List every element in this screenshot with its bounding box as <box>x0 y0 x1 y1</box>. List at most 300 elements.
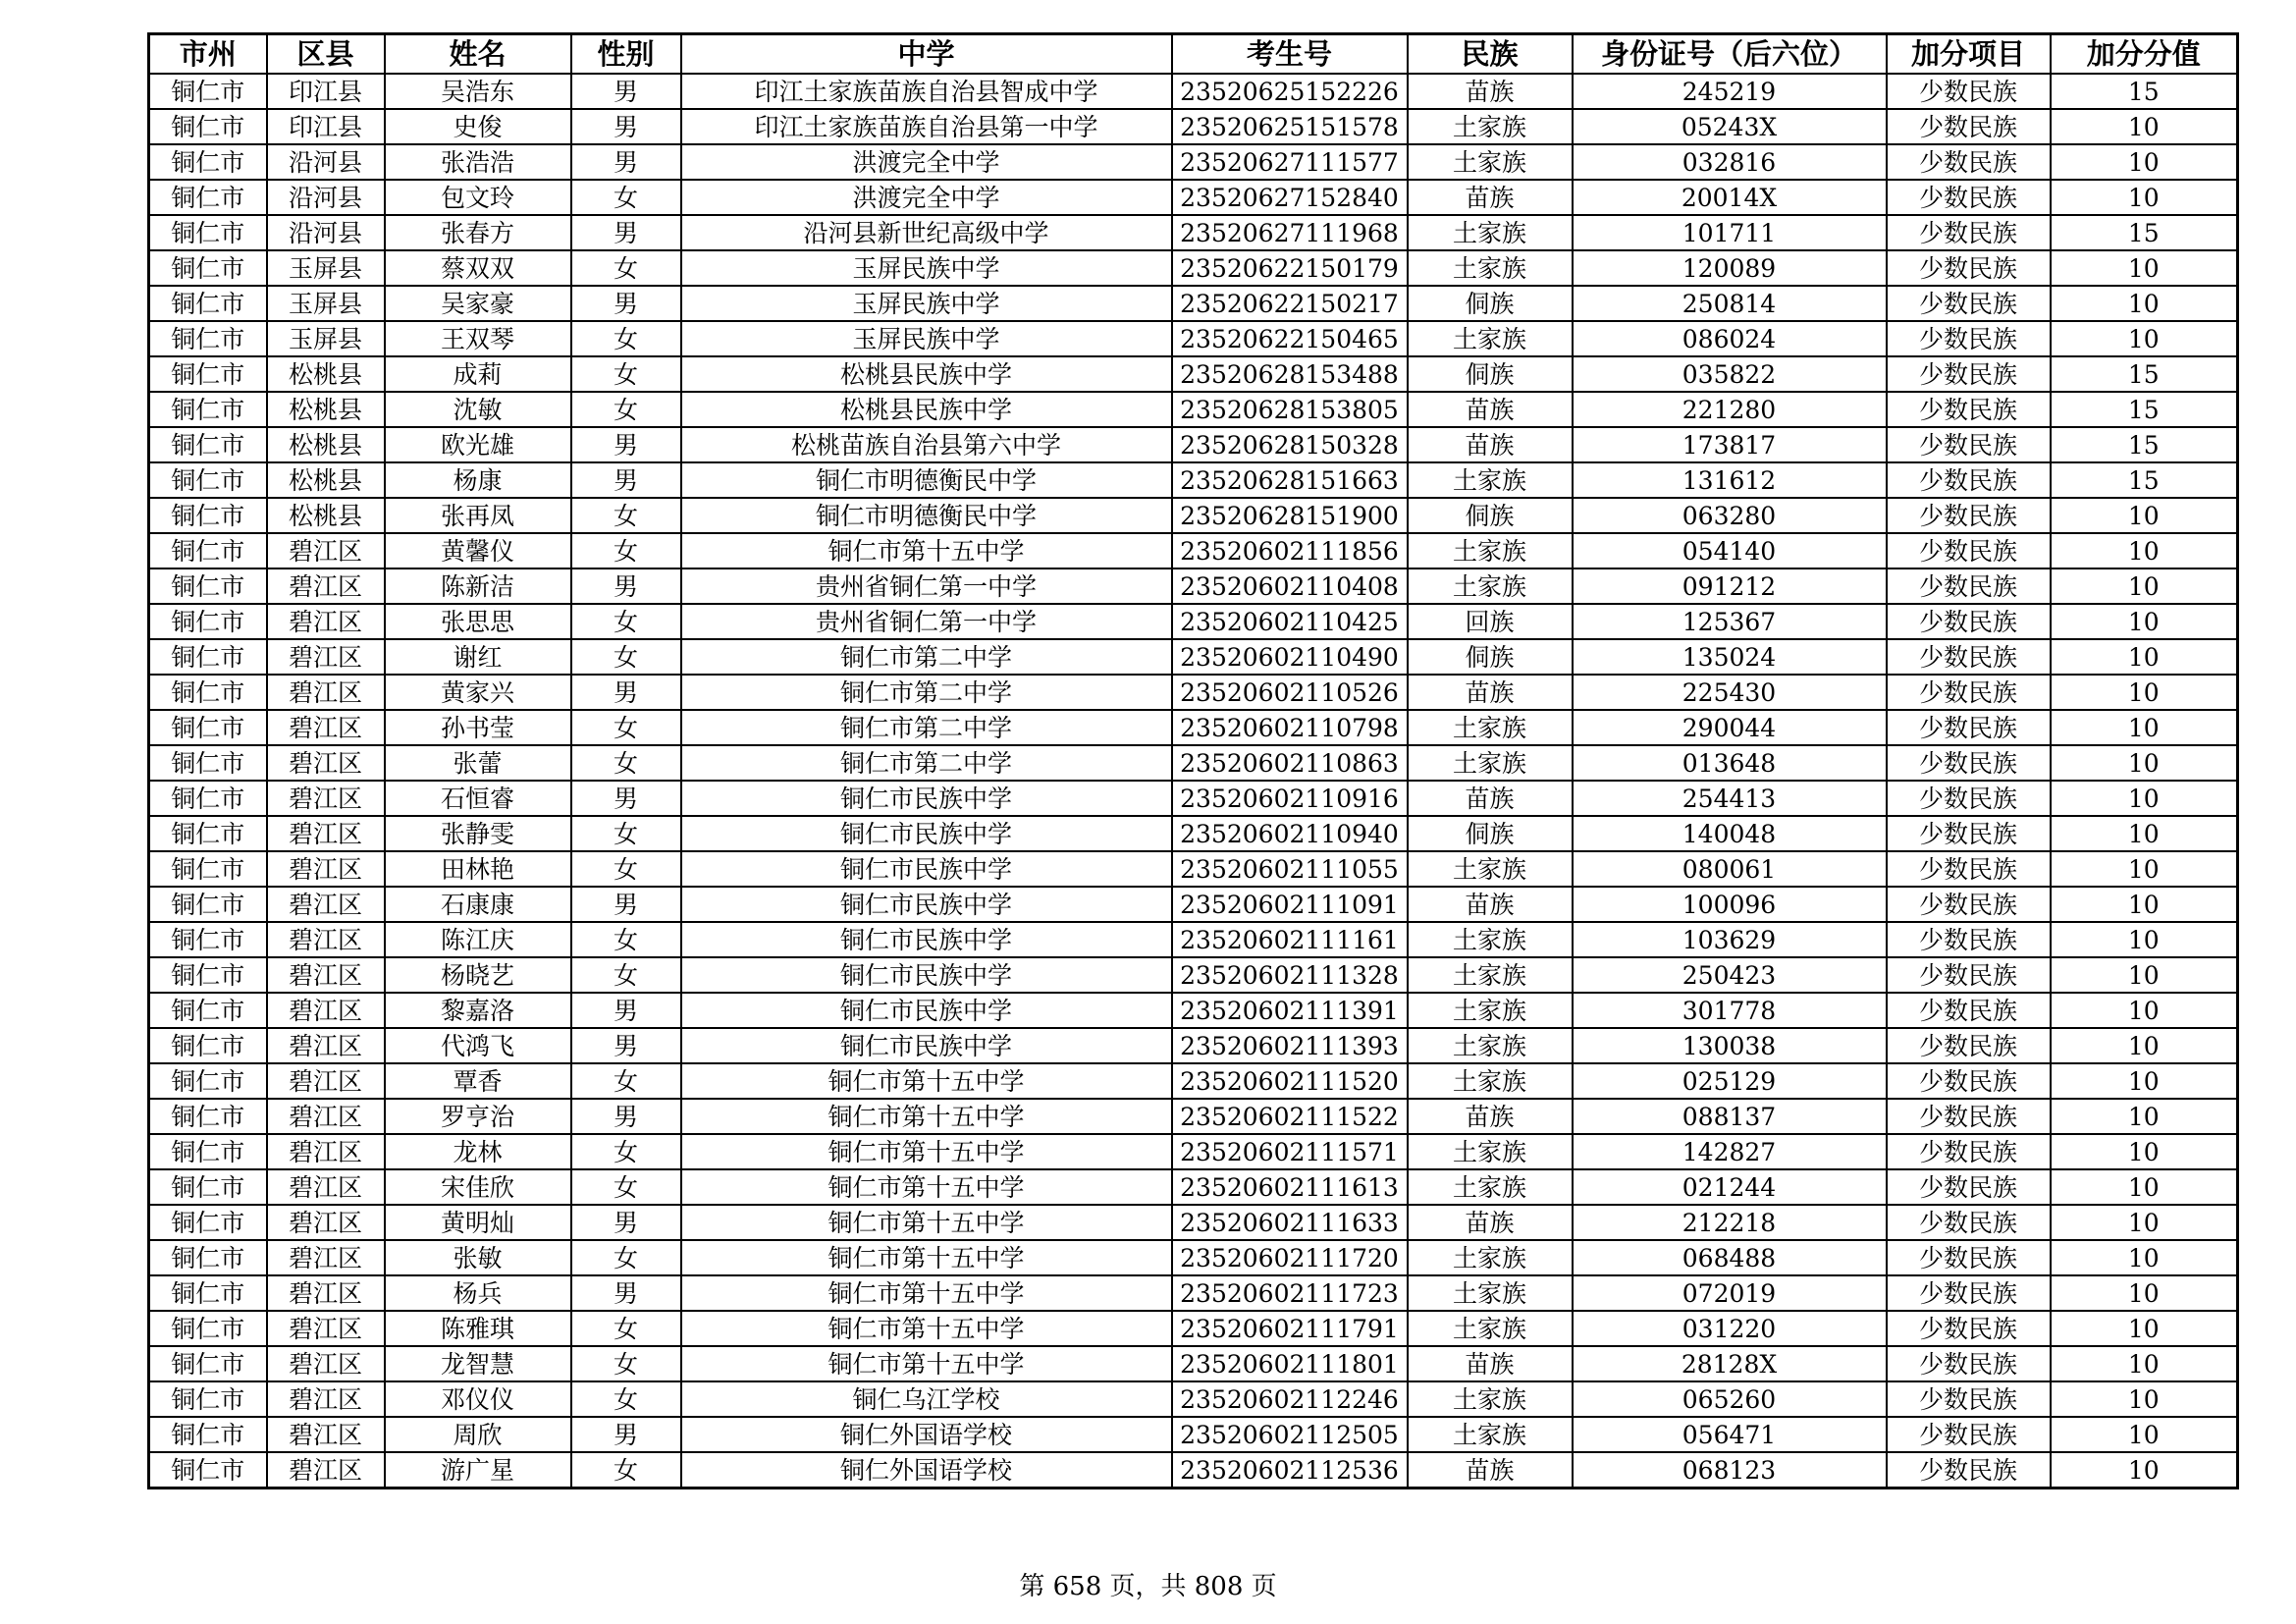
table-body <box>149 74 2238 1489</box>
cell-exam-number: 23520602111091 <box>1172 887 1408 922</box>
cell-bonus-item: 少数民族 <box>1887 1063 2051 1099</box>
cell-name: 张浩浩 <box>385 144 571 180</box>
cell-bonus-item: 少数民族 <box>1887 781 2051 816</box>
cell-bonus-item: 少数民族 <box>1887 957 2051 993</box>
cell-county: 碧江区 <box>267 568 385 604</box>
cell-city: 铜仁市 <box>149 922 267 957</box>
cell-county: 碧江区 <box>267 1205 385 1240</box>
cell-bonus-points: 10 <box>2051 957 2238 993</box>
header-id-last-six: 身份证号（后六位） <box>1573 34 1887 75</box>
cell-name: 成莉 <box>385 356 571 392</box>
cell-city: 铜仁市 <box>149 109 267 144</box>
cell-city: 铜仁市 <box>149 1452 267 1489</box>
cell-bonus-points: 10 <box>2051 639 2238 675</box>
table-row <box>149 604 2238 639</box>
cell-school: 铜仁外国语学校 <box>681 1452 1172 1489</box>
cell-id-last-six: 173817 <box>1573 427 1887 462</box>
cell-gender: 男 <box>571 109 681 144</box>
cell-school: 铜仁外国语学校 <box>681 1417 1172 1452</box>
cell-gender: 女 <box>571 356 681 392</box>
cell-bonus-points: 10 <box>2051 1240 2238 1275</box>
cell-bonus-item: 少数民族 <box>1887 1028 2051 1063</box>
cell-bonus-points: 10 <box>2051 745 2238 781</box>
cell-id-last-six: 068488 <box>1573 1240 1887 1275</box>
cell-bonus-points: 15 <box>2051 356 2238 392</box>
cell-bonus-item: 少数民族 <box>1887 356 2051 392</box>
cell-county: 碧江区 <box>267 710 385 745</box>
cell-city: 铜仁市 <box>149 816 267 851</box>
cell-exam-number: 23520602111633 <box>1172 1205 1408 1240</box>
table-row <box>149 180 2238 215</box>
cell-exam-number: 23520602111391 <box>1172 993 1408 1028</box>
cell-county: 碧江区 <box>267 745 385 781</box>
table-row <box>149 1134 2238 1169</box>
cell-bonus-points: 10 <box>2051 321 2238 356</box>
cell-id-last-six: 250814 <box>1573 286 1887 321</box>
cell-school: 松桃县民族中学 <box>681 356 1172 392</box>
cell-bonus-item: 少数民族 <box>1887 1134 2051 1169</box>
cell-city: 铜仁市 <box>149 1275 267 1311</box>
cell-school: 印江土家族苗族自治县智成中学 <box>681 74 1172 109</box>
cell-ethnicity: 土家族 <box>1408 922 1573 957</box>
table-row <box>149 427 2238 462</box>
cell-bonus-points: 10 <box>2051 1311 2238 1346</box>
cell-gender: 女 <box>571 922 681 957</box>
cell-gender: 男 <box>571 144 681 180</box>
cell-city: 铜仁市 <box>149 710 267 745</box>
cell-name: 游广星 <box>385 1452 571 1489</box>
cell-bonus-item: 少数民族 <box>1887 250 2051 286</box>
cell-ethnicity: 土家族 <box>1408 215 1573 250</box>
cell-bonus-points: 10 <box>2051 1063 2238 1099</box>
cell-gender: 女 <box>571 1240 681 1275</box>
cell-county: 碧江区 <box>267 781 385 816</box>
cell-city: 铜仁市 <box>149 1205 267 1240</box>
cell-exam-number: 23520602111723 <box>1172 1275 1408 1311</box>
cell-county: 玉屏县 <box>267 286 385 321</box>
cell-id-last-six: 135024 <box>1573 639 1887 675</box>
cell-county: 碧江区 <box>267 957 385 993</box>
cell-gender: 女 <box>571 710 681 745</box>
cell-gender: 男 <box>571 1099 681 1134</box>
cell-ethnicity: 苗族 <box>1408 1346 1573 1381</box>
cell-exam-number: 23520602112536 <box>1172 1452 1408 1489</box>
cell-id-last-six: 140048 <box>1573 816 1887 851</box>
cell-id-last-six: 290044 <box>1573 710 1887 745</box>
cell-name: 谢红 <box>385 639 571 675</box>
cell-ethnicity: 土家族 <box>1408 851 1573 887</box>
cell-bonus-points: 10 <box>2051 250 2238 286</box>
cell-gender: 男 <box>571 675 681 710</box>
cell-name: 包文玲 <box>385 180 571 215</box>
cell-county: 碧江区 <box>267 922 385 957</box>
cell-city: 铜仁市 <box>149 675 267 710</box>
header-name: 姓名 <box>385 34 571 75</box>
cell-bonus-item: 少数民族 <box>1887 1417 2051 1452</box>
cell-id-last-six: 032816 <box>1573 144 1887 180</box>
cell-exam-number: 23520622150217 <box>1172 286 1408 321</box>
cell-bonus-item: 少数民族 <box>1887 533 2051 568</box>
cell-bonus-item: 少数民族 <box>1887 215 2051 250</box>
cell-bonus-item: 少数民族 <box>1887 1205 2051 1240</box>
candidate-table <box>147 32 2239 1489</box>
cell-city: 铜仁市 <box>149 1099 267 1134</box>
cell-gender: 男 <box>571 1275 681 1311</box>
cell-exam-number: 23520602111613 <box>1172 1169 1408 1205</box>
cell-gender: 女 <box>571 1169 681 1205</box>
cell-bonus-points: 10 <box>2051 1381 2238 1417</box>
cell-gender: 女 <box>571 816 681 851</box>
cell-id-last-six: 20014X <box>1573 180 1887 215</box>
cell-bonus-item: 少数民族 <box>1887 993 2051 1028</box>
page-number: 第 658 页，共 808 页 <box>1019 1572 1277 1601</box>
cell-name: 黄明灿 <box>385 1205 571 1240</box>
cell-name: 张敏 <box>385 1240 571 1275</box>
cell-school: 铜仁市民族中学 <box>681 957 1172 993</box>
cell-gender: 女 <box>571 1134 681 1169</box>
table-row <box>149 1169 2238 1205</box>
cell-county: 碧江区 <box>267 675 385 710</box>
header-city: 市州 <box>149 34 267 75</box>
table-row <box>149 286 2238 321</box>
cell-county: 碧江区 <box>267 1240 385 1275</box>
cell-school: 铜仁市第十五中学 <box>681 1063 1172 1099</box>
cell-exam-number: 23520627111577 <box>1172 144 1408 180</box>
cell-exam-number: 23520628151663 <box>1172 462 1408 498</box>
cell-county: 碧江区 <box>267 1099 385 1134</box>
cell-city: 铜仁市 <box>149 462 267 498</box>
cell-city: 铜仁市 <box>149 180 267 215</box>
cell-bonus-points: 10 <box>2051 498 2238 533</box>
table-row <box>149 1417 2238 1452</box>
cell-bonus-points: 10 <box>2051 710 2238 745</box>
cell-gender: 男 <box>571 1417 681 1452</box>
cell-ethnicity: 土家族 <box>1408 568 1573 604</box>
table-row <box>149 1028 2238 1063</box>
cell-ethnicity: 侗族 <box>1408 498 1573 533</box>
cell-id-last-six: 120089 <box>1573 250 1887 286</box>
cell-exam-number: 23520602112505 <box>1172 1417 1408 1452</box>
cell-county: 碧江区 <box>267 533 385 568</box>
cell-county: 松桃县 <box>267 356 385 392</box>
cell-id-last-six: 054140 <box>1573 533 1887 568</box>
cell-id-last-six: 063280 <box>1573 498 1887 533</box>
cell-county: 印江县 <box>267 109 385 144</box>
cell-county: 碧江区 <box>267 1134 385 1169</box>
cell-school: 铜仁市第十五中学 <box>681 1346 1172 1381</box>
cell-id-last-six: 080061 <box>1573 851 1887 887</box>
cell-bonus-item: 少数民族 <box>1887 710 2051 745</box>
cell-bonus-points: 10 <box>2051 144 2238 180</box>
cell-exam-number: 23520602111393 <box>1172 1028 1408 1063</box>
cell-county: 碧江区 <box>267 1452 385 1489</box>
cell-ethnicity: 土家族 <box>1408 1275 1573 1311</box>
cell-gender: 男 <box>571 427 681 462</box>
cell-name: 张春方 <box>385 215 571 250</box>
cell-school: 铜仁市第二中学 <box>681 710 1172 745</box>
cell-bonus-item: 少数民族 <box>1887 568 2051 604</box>
cell-city: 铜仁市 <box>149 957 267 993</box>
cell-county: 印江县 <box>267 74 385 109</box>
cell-gender: 男 <box>571 887 681 922</box>
cell-bonus-item: 少数民族 <box>1887 745 2051 781</box>
cell-id-last-six: 088137 <box>1573 1099 1887 1134</box>
header-exam-number: 考生号 <box>1172 34 1408 75</box>
cell-ethnicity: 土家族 <box>1408 710 1573 745</box>
table-row <box>149 109 2238 144</box>
cell-county: 碧江区 <box>267 1169 385 1205</box>
table-row <box>149 1452 2238 1489</box>
cell-id-last-six: 301778 <box>1573 993 1887 1028</box>
cell-bonus-item: 少数民族 <box>1887 816 2051 851</box>
cell-exam-number: 23520602110863 <box>1172 745 1408 781</box>
cell-ethnicity: 苗族 <box>1408 1452 1573 1489</box>
cell-gender: 女 <box>571 1063 681 1099</box>
cell-county: 碧江区 <box>267 1417 385 1452</box>
cell-exam-number: 23520602110408 <box>1172 568 1408 604</box>
cell-school: 铜仁市第二中学 <box>681 675 1172 710</box>
cell-school: 洪渡完全中学 <box>681 144 1172 180</box>
table-row <box>149 675 2238 710</box>
cell-ethnicity: 苗族 <box>1408 887 1573 922</box>
cell-city: 铜仁市 <box>149 568 267 604</box>
cell-bonus-points: 10 <box>2051 109 2238 144</box>
cell-name: 蔡双双 <box>385 250 571 286</box>
cell-bonus-item: 少数民族 <box>1887 1452 2051 1489</box>
cell-bonus-points: 15 <box>2051 215 2238 250</box>
cell-id-last-six: 103629 <box>1573 922 1887 957</box>
cell-id-last-six: 225430 <box>1573 675 1887 710</box>
cell-city: 铜仁市 <box>149 286 267 321</box>
cell-city: 铜仁市 <box>149 144 267 180</box>
cell-gender: 女 <box>571 392 681 427</box>
table-row <box>149 356 2238 392</box>
cell-city: 铜仁市 <box>149 1169 267 1205</box>
cell-county: 碧江区 <box>267 887 385 922</box>
cell-bonus-item: 少数民族 <box>1887 922 2051 957</box>
cell-gender: 女 <box>571 851 681 887</box>
table-row <box>149 215 2238 250</box>
cell-gender: 女 <box>571 533 681 568</box>
cell-exam-number: 23520628151900 <box>1172 498 1408 533</box>
cell-name: 周欣 <box>385 1417 571 1452</box>
cell-school: 铜仁市明德衡民中学 <box>681 462 1172 498</box>
cell-city: 铜仁市 <box>149 604 267 639</box>
cell-id-last-six: 056471 <box>1573 1417 1887 1452</box>
cell-gender: 女 <box>571 1311 681 1346</box>
cell-city: 铜仁市 <box>149 639 267 675</box>
cell-id-last-six: 131612 <box>1573 462 1887 498</box>
cell-school: 洪渡完全中学 <box>681 180 1172 215</box>
table-row <box>149 1346 2238 1381</box>
cell-gender: 男 <box>571 462 681 498</box>
cell-city: 铜仁市 <box>149 781 267 816</box>
cell-name: 黄家兴 <box>385 675 571 710</box>
cell-bonus-item: 少数民族 <box>1887 427 2051 462</box>
cell-bonus-points: 10 <box>2051 1028 2238 1063</box>
cell-name: 陈新洁 <box>385 568 571 604</box>
cell-bonus-points: 10 <box>2051 568 2238 604</box>
cell-school: 铜仁市民族中学 <box>681 851 1172 887</box>
cell-bonus-points: 10 <box>2051 1452 2238 1489</box>
cell-id-last-six: 101711 <box>1573 215 1887 250</box>
cell-bonus-item: 少数民族 <box>1887 1240 2051 1275</box>
cell-gender: 男 <box>571 286 681 321</box>
cell-name: 张再凤 <box>385 498 571 533</box>
cell-gender: 女 <box>571 321 681 356</box>
table-row <box>149 1099 2238 1134</box>
table-row <box>149 144 2238 180</box>
table-row <box>149 887 2238 922</box>
cell-id-last-six: 142827 <box>1573 1134 1887 1169</box>
cell-exam-number: 23520625152226 <box>1172 74 1408 109</box>
cell-gender: 男 <box>571 993 681 1028</box>
cell-exam-number: 23520602111791 <box>1172 1311 1408 1346</box>
cell-ethnicity: 苗族 <box>1408 1205 1573 1240</box>
cell-school: 玉屏民族中学 <box>681 250 1172 286</box>
cell-exam-number: 23520602111161 <box>1172 922 1408 957</box>
cell-ethnicity: 土家族 <box>1408 250 1573 286</box>
cell-school: 玉屏民族中学 <box>681 321 1172 356</box>
cell-ethnicity: 土家族 <box>1408 1417 1573 1452</box>
cell-ethnicity: 苗族 <box>1408 74 1573 109</box>
cell-exam-number: 23520602111055 <box>1172 851 1408 887</box>
cell-city: 铜仁市 <box>149 745 267 781</box>
table-row <box>149 922 2238 957</box>
cell-name: 欧光雄 <box>385 427 571 462</box>
cell-id-last-six: 125367 <box>1573 604 1887 639</box>
cell-bonus-points: 10 <box>2051 675 2238 710</box>
cell-gender: 男 <box>571 568 681 604</box>
cell-name: 孙书莹 <box>385 710 571 745</box>
cell-name: 陈江庆 <box>385 922 571 957</box>
cell-school: 铜仁市民族中学 <box>681 816 1172 851</box>
cell-gender: 女 <box>571 745 681 781</box>
cell-bonus-points: 15 <box>2051 427 2238 462</box>
cell-name: 龙智慧 <box>385 1346 571 1381</box>
header-school: 中学 <box>681 34 1172 75</box>
cell-bonus-item: 少数民族 <box>1887 286 2051 321</box>
cell-bonus-points: 10 <box>2051 1099 2238 1134</box>
cell-gender: 男 <box>571 215 681 250</box>
cell-city: 铜仁市 <box>149 356 267 392</box>
cell-exam-number: 23520602110916 <box>1172 781 1408 816</box>
cell-id-last-six: 086024 <box>1573 321 1887 356</box>
cell-exam-number: 23520602111522 <box>1172 1099 1408 1134</box>
cell-bonus-item: 少数民族 <box>1887 321 2051 356</box>
table-row <box>149 1240 2238 1275</box>
cell-ethnicity: 侗族 <box>1408 639 1573 675</box>
cell-bonus-item: 少数民族 <box>1887 675 2051 710</box>
cell-city: 铜仁市 <box>149 498 267 533</box>
cell-school: 玉屏民族中学 <box>681 286 1172 321</box>
table-row <box>149 1381 2238 1417</box>
table-row <box>149 816 2238 851</box>
cell-gender: 男 <box>571 1028 681 1063</box>
cell-county: 沿河县 <box>267 215 385 250</box>
cell-name: 张蕾 <box>385 745 571 781</box>
cell-exam-number: 23520602111856 <box>1172 533 1408 568</box>
cell-id-last-six: 250423 <box>1573 957 1887 993</box>
cell-city: 铜仁市 <box>149 74 267 109</box>
cell-city: 铜仁市 <box>149 1134 267 1169</box>
cell-ethnicity: 土家族 <box>1408 1134 1573 1169</box>
cell-city: 铜仁市 <box>149 250 267 286</box>
cell-county: 碧江区 <box>267 1346 385 1381</box>
cell-bonus-points: 10 <box>2051 887 2238 922</box>
cell-city: 铜仁市 <box>149 993 267 1028</box>
cell-school: 铜仁市明德衡民中学 <box>681 498 1172 533</box>
cell-bonus-points: 10 <box>2051 533 2238 568</box>
cell-name: 黄馨仪 <box>385 533 571 568</box>
cell-school: 贵州省铜仁第一中学 <box>681 604 1172 639</box>
cell-school: 铜仁市民族中学 <box>681 887 1172 922</box>
cell-school: 铜仁市第十五中学 <box>681 1169 1172 1205</box>
table-row <box>149 1275 2238 1311</box>
cell-bonus-points: 10 <box>2051 781 2238 816</box>
cell-city: 铜仁市 <box>149 1311 267 1346</box>
cell-city: 铜仁市 <box>149 851 267 887</box>
cell-exam-number: 23520602111720 <box>1172 1240 1408 1275</box>
cell-bonus-points: 10 <box>2051 286 2238 321</box>
cell-county: 碧江区 <box>267 1381 385 1417</box>
cell-exam-number: 23520602112246 <box>1172 1381 1408 1417</box>
cell-school: 铜仁乌江学校 <box>681 1381 1172 1417</box>
cell-id-last-six: 013648 <box>1573 745 1887 781</box>
cell-bonus-item: 少数民族 <box>1887 462 2051 498</box>
cell-ethnicity: 苗族 <box>1408 180 1573 215</box>
table-row <box>149 392 2238 427</box>
cell-id-last-six: 100096 <box>1573 887 1887 922</box>
cell-ethnicity: 侗族 <box>1408 286 1573 321</box>
cell-bonus-item: 少数民族 <box>1887 887 2051 922</box>
table-row <box>149 781 2238 816</box>
table-row <box>149 851 2238 887</box>
cell-id-last-six: 091212 <box>1573 568 1887 604</box>
cell-exam-number: 23520622150179 <box>1172 250 1408 286</box>
cell-exam-number: 23520628153488 <box>1172 356 1408 392</box>
cell-gender: 女 <box>571 180 681 215</box>
table-row <box>149 74 2238 109</box>
cell-id-last-six: 254413 <box>1573 781 1887 816</box>
cell-id-last-six: 245219 <box>1573 74 1887 109</box>
cell-city: 铜仁市 <box>149 215 267 250</box>
cell-exam-number: 23520602111328 <box>1172 957 1408 993</box>
cell-bonus-points: 10 <box>2051 604 2238 639</box>
cell-name: 王双琴 <box>385 321 571 356</box>
cell-id-last-six: 021244 <box>1573 1169 1887 1205</box>
cell-ethnicity: 苗族 <box>1408 392 1573 427</box>
table-header-row <box>149 34 2238 75</box>
cell-ethnicity: 苗族 <box>1408 427 1573 462</box>
header-county: 区县 <box>267 34 385 75</box>
cell-city: 铜仁市 <box>149 1063 267 1099</box>
cell-ethnicity: 土家族 <box>1408 321 1573 356</box>
cell-ethnicity: 土家族 <box>1408 993 1573 1028</box>
cell-county: 碧江区 <box>267 1028 385 1063</box>
cell-name: 覃香 <box>385 1063 571 1099</box>
cell-school: 铜仁市第十五中学 <box>681 1275 1172 1311</box>
cell-bonus-item: 少数民族 <box>1887 1099 2051 1134</box>
cell-bonus-item: 少数民族 <box>1887 1381 2051 1417</box>
cell-school: 铜仁市第十五中学 <box>681 533 1172 568</box>
cell-school: 铜仁市第二中学 <box>681 745 1172 781</box>
cell-name: 田林艳 <box>385 851 571 887</box>
cell-exam-number: 23520602111801 <box>1172 1346 1408 1381</box>
cell-bonus-item: 少数民族 <box>1887 392 2051 427</box>
cell-bonus-item: 少数民族 <box>1887 1346 2051 1381</box>
cell-bonus-points: 10 <box>2051 816 2238 851</box>
